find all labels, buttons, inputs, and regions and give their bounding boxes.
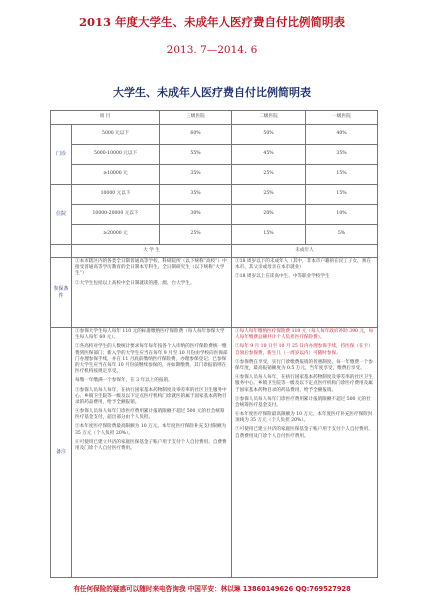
note-item: ⑦可使用已建立共济的家庭医保基金子账户用于支付个人自付费用、自费费用及门诊个人自付医疗费用。 bbox=[235, 427, 373, 439]
ratio-table bbox=[50, 110, 378, 578]
note-item: 每缴一年缴满一个参保年，在 3 年以上的报销。 bbox=[75, 378, 173, 384]
col-header-item: 项 目 bbox=[51, 111, 160, 125]
row-item: 10000-20000 元以下 bbox=[72, 205, 160, 225]
minor-notes bbox=[232, 328, 378, 578]
cell-value: 45% bbox=[232, 145, 306, 165]
cell-value: 5% bbox=[306, 225, 378, 245]
row-item: 5000 元以下 bbox=[72, 125, 160, 145]
note-item: ③参保人员每人每年，在执行国家基本药物制度及零差率的社区卫生服务中心、乡镇卫生院等一级及以下定点医疗机构门诊就医的属于国家基本药物目录的药品费用，给予全额报销。 bbox=[75, 387, 227, 405]
condition-item: ①本市辖区内的各类全日制普通高等学校、科研院所（以下统称“高校”）中接受普通高等学历教育的全日制本专科生、全日制研究生（以下统称“大学生”） bbox=[75, 259, 227, 277]
cell-value: 35% bbox=[160, 185, 232, 205]
student-conditions bbox=[72, 258, 232, 328]
notes-label: 备注 bbox=[51, 328, 72, 578]
conditions-label: 参保条件 bbox=[51, 258, 72, 328]
cell-value: 15% bbox=[232, 225, 306, 245]
note-item: ④参保人员每人每年，在执行国家基本药物制度及零差率的社区卫生服务中心、乡镇卫生院等一级及以下定点医疗机构门诊医疗费用及属于国家基本药物目录的药品费用，给予全额报销。 bbox=[235, 375, 373, 393]
row-item: ≥20000 元 bbox=[72, 225, 160, 245]
note-item: ②各高校对学生的人数统计要求每年每年按各个入库纳的医疗保险费统一缴费到医保部门；新入学的大学生应当在每年 9 月至 10 月份由学校向医保部门办理参保手续，并在 11 月底前缴纳医疗保险费，办理参保登记；已参保的大学生应当在每年 10 月份前继续参保的，并如期缴费。其门诊报销则在医疗机构按规定享受。 bbox=[75, 344, 228, 375]
group-header-minor: 未成年人 bbox=[232, 245, 378, 258]
inpatient-label: 住院 bbox=[51, 185, 72, 245]
conditions-row bbox=[51, 258, 378, 328]
table-row bbox=[51, 145, 378, 165]
note-item: ⑥可使用已建立共济的家庭医保基金子账户用于支付个人自付费用、自费费用及门诊个人自付医疗费用。 bbox=[75, 439, 227, 451]
col-header-level2: 二级医院 bbox=[232, 111, 306, 125]
minor-conditions bbox=[232, 258, 378, 328]
note-item: ⑤本年度医疗保险费最高限额为 10 万元。本年度医疗保险补充支付限额为 35 万元（个人负担 20%）。 bbox=[75, 424, 227, 436]
note-item: ④参保人员每人每年门诊医疗费用累计报销限额不超过 500 元的社会统筹医疗基金支付，超出部分由个人负担。 bbox=[75, 409, 225, 421]
table-header-row bbox=[51, 111, 378, 125]
table-row bbox=[51, 225, 378, 245]
note-item: ⑥本年度医疗保险最高限额为 10 万元，本年度医疗补充医疗保险封顶线为 35 万元（个人负担 20%）。 bbox=[235, 412, 373, 424]
cell-value: 25% bbox=[232, 165, 306, 185]
note-item: ③参保费在享受，实行门诊缴费报销的普惠制度。每一年缴费一个参保年度，最高报销额度为 0.5 万元，当年度享受，缴费后享受。 bbox=[235, 359, 373, 371]
cell-value: 35% bbox=[160, 165, 232, 185]
table-row bbox=[51, 185, 378, 205]
cell-value: 10% bbox=[306, 205, 378, 225]
cell-value: 25% bbox=[232, 185, 306, 205]
condition-item: ②18 周岁以上在读高中生、中等职业学校学生 bbox=[235, 274, 330, 280]
notes-row bbox=[51, 328, 378, 578]
note-item-highlight: ①每人每年缴纳医疗保险费 110 元（每人每年政府补助 390 元，每人每年缴费总额共计个人负担医疗保险费）。 bbox=[235, 329, 374, 341]
col-header-level1: 一级医院 bbox=[306, 111, 378, 125]
cell-value: 20% bbox=[232, 205, 306, 225]
cell-value: 15% bbox=[306, 165, 378, 185]
table-title: 大学生、未成年人医疗费自付比例简明表 bbox=[113, 86, 311, 99]
row-item: 5000-10000 元以下 bbox=[72, 145, 160, 165]
cell-value: 35% bbox=[306, 145, 378, 165]
note-item: ⑤参保人员每人每年门诊医疗费用累计报销限额不超过 500 元的社会统筹医疗基金支付。 bbox=[235, 396, 371, 408]
note-item: ①参保大学生每人每年 110 元的标准缴纳医疗保险费（每人每年参保大学生每人每年 60 元）。 bbox=[75, 329, 225, 341]
cell-value: 30% bbox=[160, 205, 232, 225]
cell-value: 15% bbox=[306, 185, 378, 205]
table-row bbox=[51, 125, 378, 145]
student-notes bbox=[72, 328, 232, 578]
group-header-row bbox=[51, 245, 378, 258]
group-header-student: 大 学 生 bbox=[72, 245, 232, 258]
period-label: 2013. 7—2014. 6 bbox=[166, 44, 258, 56]
col-header-level3: 三级医院 bbox=[160, 111, 232, 125]
cell-value: 55% bbox=[160, 145, 232, 165]
table-row bbox=[51, 205, 378, 225]
table-row bbox=[51, 165, 378, 185]
cell-value: 25% bbox=[160, 225, 232, 245]
page-heading: 2013 年度大学生、未成年人医疗费自付比例简明表 bbox=[78, 15, 345, 29]
condition-item: ②大学生包括以上高校中全日制就读的港、澳、台大学生。 bbox=[75, 280, 195, 286]
cell-value: 50% bbox=[232, 125, 306, 145]
note-item-highlight: ②每年 9 月 10 日至 10 月 25 日内办理参保手续，持医保（在卡）自领后参保费，新生儿（一周岁以内）可随时参保。 bbox=[235, 344, 373, 356]
row-item: 10000 元以下 bbox=[72, 185, 160, 205]
cell-value: 40% bbox=[306, 125, 378, 145]
contact-footer: 有任何保险的疑惑可以随时来电咨询我 中国平安：林以琳 13860149626 QQ:769527928 bbox=[73, 585, 351, 593]
outpatient-label: 门诊 bbox=[51, 125, 72, 185]
row-item: ≥10000 元 bbox=[72, 165, 160, 185]
condition-item: ①18 周岁以下的未成年人（其中，非本市户籍的在民工子女，须在本市、其父亲或母亲在本市就业） bbox=[235, 259, 371, 271]
group-header-blank bbox=[51, 245, 72, 258]
cell-value: 60% bbox=[160, 125, 232, 145]
